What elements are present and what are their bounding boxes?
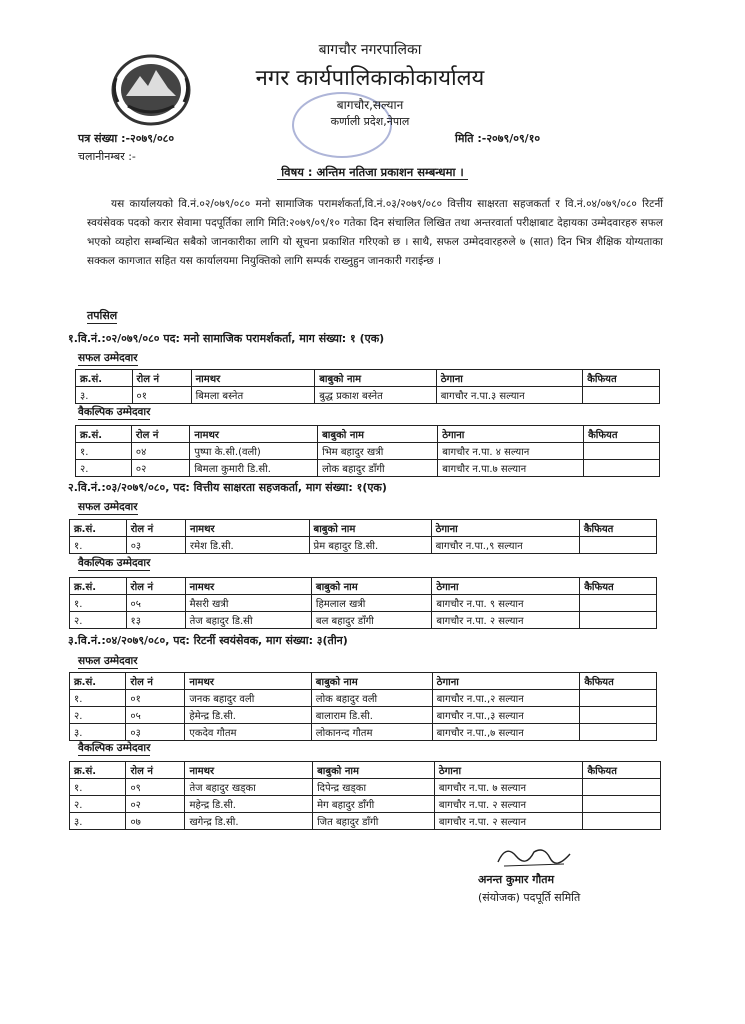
- table-cell: [579, 537, 656, 554]
- table-cell: ०२: [131, 460, 189, 477]
- nepal-emblem-icon: [110, 48, 192, 128]
- column-header: रोल नं: [126, 520, 185, 537]
- table-cell: ३.: [76, 387, 133, 404]
- table-row: [76, 443, 660, 460]
- table-cell: एकदेव गौतम: [185, 724, 311, 741]
- column-header: ठेगाना: [432, 578, 580, 595]
- table-cell: बागचौर न.पा.,९ सल्यान: [431, 537, 579, 554]
- handwritten-signature-icon: [494, 842, 574, 870]
- table-cell: बागचौर न.पा.३ सल्यान: [436, 387, 583, 404]
- table-cell: [584, 460, 660, 477]
- column-header: बाबुको नाम: [313, 762, 435, 779]
- table-cell: मेग बहादुर डाँगी: [313, 796, 435, 813]
- table-row: [70, 724, 657, 741]
- table-cell: [584, 443, 660, 460]
- table-row: [76, 460, 660, 477]
- office-address: बागचौर,सल्यान: [336, 98, 404, 112]
- pass-candidates-label: सफल उम्मेदवार: [78, 655, 138, 667]
- table-cell: तेज बहादुर डि.सी: [185, 612, 311, 629]
- table-cell: बागचौर न.पा. २ सल्यान: [432, 612, 580, 629]
- letter-number: पत्र संख्या :-२०७९/०८०: [78, 132, 175, 145]
- table-cell: रमेश डि.सी.: [186, 537, 309, 554]
- column-header: क्र.सं.: [76, 426, 132, 443]
- body-paragraph: यस कार्यालयको वि.नं.०२/०७९/०८० मनो सामाजिक परामर्शकर्ता,वि.नं.०३/२०७९/०८० वित्तीय साक्षरता सहजकर्ता र वि.नं.०४/०७९/०८० रिटर्नी स्वयंसेवक पदको करार सेवामा पदपूर्तिका लागि मिति:२०७९/०९/१० गतेका दिन संचालित लिखित तथा अन्तरवार्ता परीक्षाबाट देहायका उम्मेदवारहरु सफल भएको व्यहोरा सम्बन्धित सबैको जानकारीका लागि यो सूचना प्रकाशित गरिएको छ । साथै, सफल उम्मेदवारहरुले ७ (सात) दिन भित्र शैक्षिक योग्यताका सक्कल कागजात सहित यस कार्यालयमा नियुक्तिको लागि सम्पर्क राख्नुहुन जानकारी गराईन्छ ।: [87, 198, 663, 267]
- column-header: कैफियत: [583, 370, 660, 387]
- table-cell: बागचौर न.पा.,७ सल्यान: [432, 724, 580, 741]
- alternate-candidates-label: वैकल्पिक उम्मेदवार: [78, 406, 151, 418]
- table-row: [70, 595, 657, 612]
- table-header-row: [70, 520, 657, 537]
- table-header-row: [76, 426, 660, 443]
- table-cell: बागचौर न.पा. ४ सल्यान: [438, 443, 584, 460]
- section-title: ३.वि.नं.:०४/२०७९/०८०, पद: रिटर्नी स्वयंसेवक, माग संख्या: ३(तीन): [68, 634, 348, 647]
- table-cell: ०२: [126, 796, 185, 813]
- column-header: रोल नं: [126, 578, 185, 595]
- table-cell: महेन्द्र डि.सी.: [185, 796, 313, 813]
- column-header: नामथर: [186, 520, 309, 537]
- column-header: रोल नं: [126, 673, 185, 690]
- table-cell: बागचौर न.पा. २ सल्यान: [434, 813, 583, 830]
- pass-candidates-table: [69, 672, 657, 741]
- table-cell: ३.: [70, 724, 126, 741]
- column-header: क्र.सं.: [70, 673, 126, 690]
- table-row: [70, 813, 661, 830]
- table-cell: बागचौर न.पा.,२ सल्यान: [432, 690, 580, 707]
- table-cell: ०४: [131, 443, 189, 460]
- table-cell: १.: [70, 779, 126, 796]
- table-cell: बागचौर न.पा. ९ सल्यान: [432, 595, 580, 612]
- column-header: नामथर: [185, 673, 311, 690]
- table-row: [70, 612, 657, 629]
- table-cell: जनक बहादुर वली: [185, 690, 311, 707]
- column-header: नामथर: [185, 578, 311, 595]
- table-cell: ०५: [126, 595, 185, 612]
- alternate-candidates-label: वैकल्पिक उम्मेदवार: [78, 557, 151, 569]
- table-header-row: [70, 762, 661, 779]
- table-cell: २.: [70, 796, 126, 813]
- table-cell: तेज बहादुर खड्का: [185, 779, 313, 796]
- table-cell: लोकानन्द गौतम: [311, 724, 432, 741]
- column-header: कैफियत: [584, 426, 660, 443]
- letter-date: मिति :-२०७९/०९/१०: [455, 132, 541, 145]
- column-header: बाबुको नाम: [311, 673, 432, 690]
- section-title: २.वि.नं.:०३/२०७९/०८०, पद: वित्तीय साक्षरता सहजकर्ता, माग संख्या: १(एक): [68, 481, 387, 494]
- table-cell: २.: [70, 707, 126, 724]
- table-header-row: [76, 370, 660, 387]
- column-header: क्र.सं.: [70, 578, 127, 595]
- table-cell: [580, 690, 657, 707]
- office-name: नगर कार्यपालिकाकोकार्यालय: [255, 66, 485, 91]
- table-cell: [580, 724, 657, 741]
- table-cell: १.: [70, 537, 127, 554]
- table-row: [70, 707, 657, 724]
- column-header: नामथर: [191, 370, 315, 387]
- column-header: बाबुको नाम: [315, 370, 437, 387]
- table-cell: ०१: [132, 387, 191, 404]
- pass-candidates-table: [75, 369, 660, 404]
- table-header-row: [70, 673, 657, 690]
- column-header: ठेगाना: [432, 673, 580, 690]
- table-row: [70, 690, 657, 707]
- table-cell: ०५: [126, 707, 185, 724]
- table-cell: लोक बहादुर वली: [311, 690, 432, 707]
- column-header: नामथर: [185, 762, 313, 779]
- table-cell: जित बहादुर डाँगी: [313, 813, 435, 830]
- subject-line: विषय : अन्तिम नतिजा प्रकाशन सम्बन्धमा ।: [0, 165, 745, 180]
- column-header: नामथर: [190, 426, 318, 443]
- table-row: [76, 387, 660, 404]
- column-header: रोल नं: [126, 762, 185, 779]
- table-cell: ०३: [126, 537, 185, 554]
- column-header: ठेगाना: [438, 426, 584, 443]
- signatory-role: (संयोजक) पदपूर्ति समिति: [478, 891, 581, 904]
- column-header: कैफियत: [580, 578, 657, 595]
- table-cell: ०१: [126, 690, 185, 707]
- column-header: कैफियत: [583, 762, 661, 779]
- alternate-candidates-label: वैकल्पिक उम्मेदवार: [78, 742, 151, 754]
- table-cell: बागचौर न.पा. २ सल्यान: [434, 796, 583, 813]
- details-heading: तपसिल: [87, 309, 118, 322]
- alt-candidates-table: [75, 425, 660, 477]
- table-cell: भिम बहादुर खत्री: [318, 443, 438, 460]
- table-cell: बागचौर न.पा.,३ सल्यान: [432, 707, 580, 724]
- table-cell: हिमलाल खत्री: [311, 595, 431, 612]
- table-cell: बल बहादुर डाँगी: [311, 612, 431, 629]
- table-cell: १.: [70, 690, 126, 707]
- column-header: बाबुको नाम: [311, 578, 431, 595]
- table-cell: बुद्ध प्रकाश बस्नेत: [315, 387, 437, 404]
- column-header: बाबुको नाम: [309, 520, 431, 537]
- table-cell: बागचौर न.पा. ७ सल्यान: [434, 779, 583, 796]
- column-header: क्र.सं.: [76, 370, 133, 387]
- table-cell: १३: [126, 612, 185, 629]
- table-cell: दिपेन्द्र खड्का: [313, 779, 435, 796]
- table-cell: खगेन्द्र डि.सी.: [185, 813, 313, 830]
- office-province: कर्णाली प्रदेश,नेपाल: [330, 115, 410, 128]
- table-cell: ०९: [126, 779, 185, 796]
- table-cell: १.: [76, 443, 132, 460]
- table-cell: ३.: [70, 813, 126, 830]
- table-row: [70, 796, 661, 813]
- table-cell: २.: [76, 460, 132, 477]
- table-cell: बिमला कुमारी डि.सी.: [190, 460, 318, 477]
- table-row: [70, 537, 657, 554]
- column-header: रोल नं: [131, 426, 189, 443]
- alt-candidates-table: [69, 761, 661, 830]
- table-row: [70, 779, 661, 796]
- table-cell: बालाराम डि.सी.: [311, 707, 432, 724]
- column-header: बाबुको नाम: [318, 426, 438, 443]
- pass-candidates-label: सफल उम्मेदवार: [78, 501, 138, 513]
- column-header: क्र.सं.: [70, 762, 126, 779]
- pass-candidates-label: सफल उम्मेदवार: [78, 352, 138, 364]
- table-cell: [583, 813, 661, 830]
- table-cell: १.: [70, 595, 127, 612]
- table-cell: मैसरी खत्री: [185, 595, 311, 612]
- table-cell: [583, 387, 660, 404]
- table-cell: [583, 779, 661, 796]
- signatory-name: अनन्त कुमार गौतम: [478, 873, 555, 886]
- section-title: १.वि.नं.:०२/०७९/०८० पद: मनो सामाजिक परामर्शकर्ता, माग संख्या: १ (एक): [68, 332, 385, 345]
- table-cell: ०७: [126, 813, 185, 830]
- column-header: क्र.सं.: [70, 520, 127, 537]
- table-cell: पुष्पा के.सी.(वली): [190, 443, 318, 460]
- table-cell: ०३: [126, 724, 185, 741]
- dispatch-number: चलानीनम्बर :-: [78, 150, 136, 163]
- table-cell: [580, 595, 657, 612]
- column-header: कैफियत: [579, 520, 656, 537]
- table-cell: [580, 612, 657, 629]
- table-cell: लोक बहादुर डाँगी: [318, 460, 438, 477]
- table-cell: बिमला बस्नेत: [191, 387, 315, 404]
- column-header: रोल नं: [132, 370, 191, 387]
- table-cell: प्रेम बहादुर डि.सी.: [309, 537, 431, 554]
- table-cell: [580, 707, 657, 724]
- column-header: ठेगाना: [431, 520, 579, 537]
- alt-candidates-table: [69, 577, 657, 629]
- table-cell: बागचौर न.पा.७ सल्यान: [438, 460, 584, 477]
- pass-candidates-table: [69, 519, 657, 554]
- column-header: ठेगाना: [436, 370, 583, 387]
- table-cell: [583, 796, 661, 813]
- column-header: कैफियत: [580, 673, 657, 690]
- municipality-name: बागचौर नगरपालिका: [318, 42, 422, 58]
- column-header: ठेगाना: [434, 762, 583, 779]
- table-cell: हेमेन्द्र डि.सी.: [185, 707, 311, 724]
- table-cell: २.: [70, 612, 127, 629]
- table-header-row: [70, 578, 657, 595]
